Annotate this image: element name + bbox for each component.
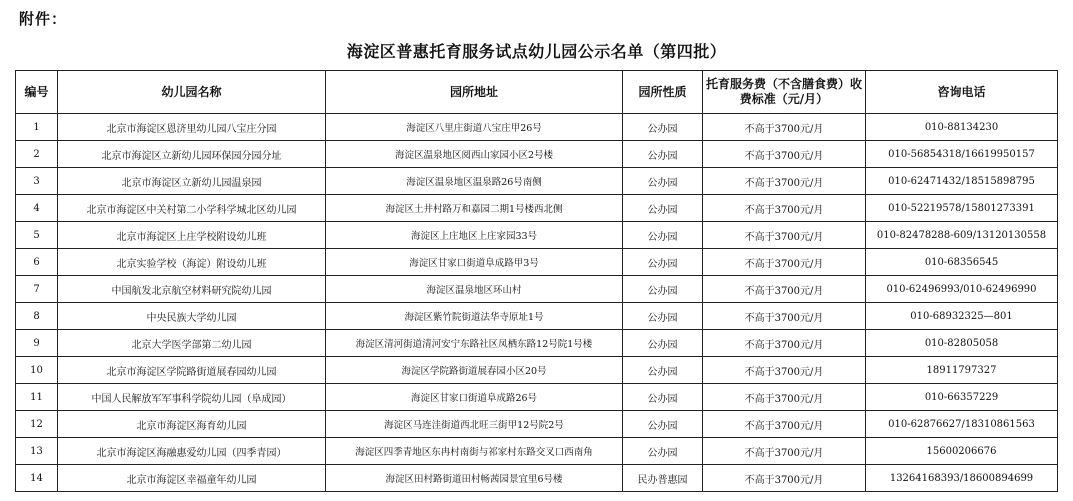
header-fee: 托育服务费（不含膳食费）收费标准（元/月） (703, 71, 866, 114)
cell-nature: 公办园 (623, 114, 703, 141)
cell-no: 11 (16, 384, 58, 411)
table-row (16, 465, 1058, 492)
cell-no: 1 (16, 114, 58, 141)
table-row (16, 141, 1058, 168)
document-title: 海淀区普惠托育服务试点幼儿园公示名单（第四批） (346, 42, 727, 61)
cell-address: 海淀区上庄地区上庄家园33号 (326, 222, 623, 249)
cell-nature: 公办园 (623, 357, 703, 384)
cell-name: 北京市海淀区海融惠爱幼儿园（四季青园） (58, 438, 326, 465)
cell-fee: 不高于3700元/月 (703, 384, 866, 411)
cell-fee: 不高于3700元/月 (703, 330, 866, 357)
cell-nature: 公办园 (623, 303, 703, 330)
cell-name: 北京市海淀区恩济里幼儿园八宝庄分园 (58, 114, 326, 141)
table-row (16, 411, 1058, 438)
table-row (16, 276, 1058, 303)
cell-fee: 不高于3700元/月 (703, 465, 866, 492)
cell-phone: 15600206676 (866, 438, 1058, 465)
cell-address: 海淀区甘家口街道阜成路甲3号 (326, 249, 623, 276)
cell-nature: 公办园 (623, 411, 703, 438)
cell-fee: 不高于3700元/月 (703, 141, 866, 168)
cell-fee: 不高于3700元/月 (703, 168, 866, 195)
header-name: 幼儿园名称 (58, 71, 326, 114)
cell-fee: 不高于3700元/月 (703, 303, 866, 330)
cell-name: 中国人民解放军军事科学院幼儿园（阜成园） (58, 384, 326, 411)
table-row (16, 222, 1058, 249)
cell-phone: 010-68932325—801 (866, 303, 1058, 330)
cell-no: 9 (16, 330, 58, 357)
cell-nature: 公办园 (623, 438, 703, 465)
cell-fee: 不高于3700元/月 (703, 411, 866, 438)
cell-no: 7 (16, 276, 58, 303)
cell-address: 海淀区紫竹院街道法华寺原址1号 (326, 303, 623, 330)
cell-fee: 不高于3700元/月 (703, 114, 866, 141)
attachment-label: 附件： (19, 10, 68, 28)
table-row (16, 303, 1058, 330)
cell-nature: 公办园 (623, 222, 703, 249)
cell-name: 北京市海淀区中关村第二小学科学城北区幼儿园 (58, 195, 326, 222)
cell-name: 中央民族大学幼儿园 (58, 303, 326, 330)
cell-phone: 010-82478288-609/13120130558 (866, 222, 1058, 249)
table-row (16, 168, 1058, 195)
cell-phone: 010-56854318/16619950157 (866, 141, 1058, 168)
cell-name: 北京实验学校（海淀）附设幼儿班 (58, 249, 326, 276)
table-row (16, 195, 1058, 222)
cell-name: 北京大学医学部第二幼儿园 (58, 330, 326, 357)
cell-phone: 13264168393/18600894699 (866, 465, 1058, 492)
cell-phone: 18911797327 (866, 357, 1058, 384)
cell-fee: 不高于3700元/月 (703, 357, 866, 384)
header-nature: 园所性质 (623, 71, 703, 114)
cell-nature: 民办普惠园 (623, 465, 703, 492)
cell-no: 10 (16, 357, 58, 384)
cell-name: 北京市海淀区幸福童年幼儿园 (58, 465, 326, 492)
table-row (16, 114, 1058, 141)
cell-phone: 010-82805058 (866, 330, 1058, 357)
cell-address: 海淀区马连洼街道西北旺三街甲12号院2号 (326, 411, 623, 438)
cell-no: 13 (16, 438, 58, 465)
cell-nature: 公办园 (623, 168, 703, 195)
cell-no: 8 (16, 303, 58, 330)
cell-address: 海淀区温泉地区阅西山家园小区2号楼 (326, 141, 623, 168)
header-phone: 咨询电话 (866, 71, 1058, 114)
cell-nature: 公办园 (623, 330, 703, 357)
cell-nature: 公办园 (623, 195, 703, 222)
cell-name: 北京市海淀区上庄学校附设幼儿班 (58, 222, 326, 249)
cell-address: 海淀区温泉地区环山村 (326, 276, 623, 303)
table-row (16, 438, 1058, 465)
cell-name: 中国航发北京航空材料研究院幼儿园 (58, 276, 326, 303)
cell-fee: 不高于3700元/月 (703, 438, 866, 465)
cell-phone: 010-62471432/18515898795 (866, 168, 1058, 195)
cell-address: 海淀区田村路街道田村畅茜园景宜里6号楼 (326, 465, 623, 492)
cell-no: 4 (16, 195, 58, 222)
cell-address: 海淀区温泉地区温泉路26号南侧 (326, 168, 623, 195)
cell-fee: 不高于3700元/月 (703, 222, 866, 249)
table-row (16, 330, 1058, 357)
cell-no: 3 (16, 168, 58, 195)
cell-address: 海淀区甘家口街道阜成路26号 (326, 384, 623, 411)
header-address: 园所地址 (326, 71, 623, 114)
cell-no: 14 (16, 465, 58, 492)
cell-fee: 不高于3700元/月 (703, 276, 866, 303)
cell-no: 2 (16, 141, 58, 168)
cell-name: 北京市海淀区海育幼儿园 (58, 411, 326, 438)
cell-address: 海淀区土井村路万和嘉园二期1号楼西北侧 (326, 195, 623, 222)
table-header-row (16, 71, 1058, 114)
cell-fee: 不高于3700元/月 (703, 195, 866, 222)
cell-nature: 公办园 (623, 276, 703, 303)
table-row (16, 249, 1058, 276)
table-row (16, 384, 1058, 411)
cell-name: 北京市海淀区立新幼儿园环保园分园分址 (58, 141, 326, 168)
cell-address: 海淀区八里庄街道八宝庄甲26号 (326, 114, 623, 141)
table-body (16, 114, 1058, 492)
table-row (16, 357, 1058, 384)
cell-address: 海淀区四季青地区东冉村南街与祁家村东路交叉口西南角 (326, 438, 623, 465)
kindergarten-list-table (15, 70, 1058, 492)
cell-phone: 010-88134230 (866, 114, 1058, 141)
cell-address: 海淀区学院路街道展春园小区20号 (326, 357, 623, 384)
cell-phone: 010-66357229 (866, 384, 1058, 411)
cell-phone: 010-68356545 (866, 249, 1058, 276)
cell-fee: 不高于3700元/月 (703, 249, 866, 276)
cell-no: 6 (16, 249, 58, 276)
cell-nature: 公办园 (623, 249, 703, 276)
cell-nature: 公办园 (623, 141, 703, 168)
cell-phone: 010-62496993/010-62496990 (866, 276, 1058, 303)
cell-phone: 010-62876627/18310861563 (866, 411, 1058, 438)
cell-address: 海淀区清河街道清河安宁东路社区凤栖东路12号院1号楼 (326, 330, 623, 357)
cell-nature: 公办园 (623, 384, 703, 411)
cell-phone: 010-52219578/15801273391 (866, 195, 1058, 222)
cell-no: 5 (16, 222, 58, 249)
cell-name: 北京市海淀区学院路街道展春园幼儿园 (58, 357, 326, 384)
header-no: 编号 (16, 71, 58, 114)
cell-name: 北京市海淀区立新幼儿园温泉园 (58, 168, 326, 195)
cell-no: 12 (16, 411, 58, 438)
